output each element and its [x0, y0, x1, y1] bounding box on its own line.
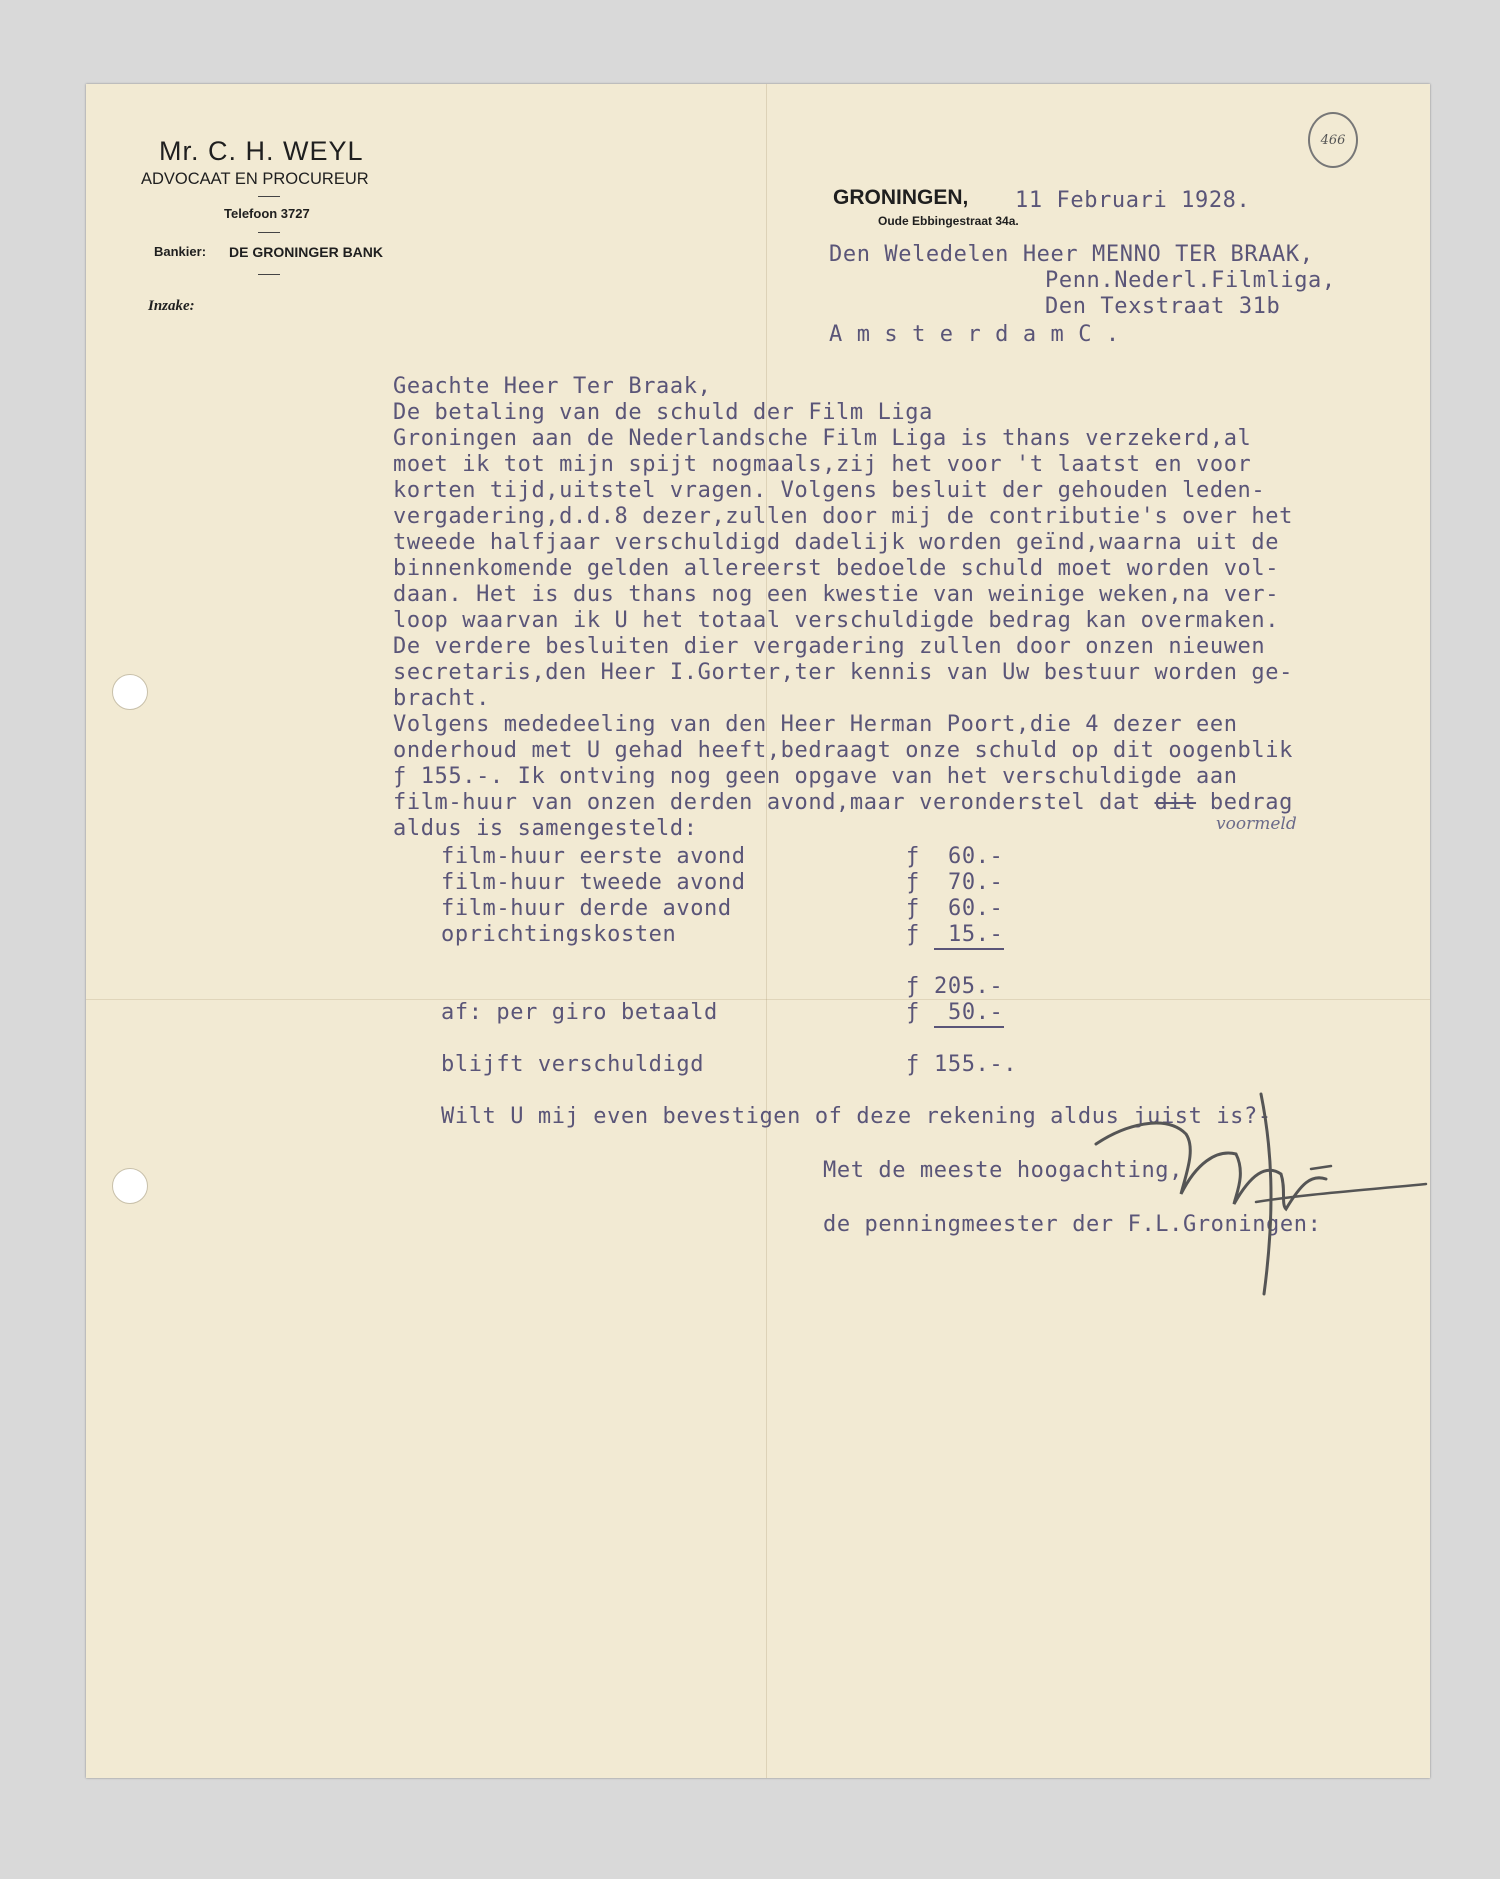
- letterhead-bank-label: Bankier:: [154, 244, 207, 259]
- ledger-currency: ƒ: [906, 896, 920, 921]
- ledger-subtotal: 205.-: [934, 974, 1004, 999]
- ledger-remaining: 155.-.: [934, 1052, 1018, 1077]
- address-line-3: Den Texstraat 31b: [1045, 294, 1281, 319]
- body-line-text: film-huur van onzen derden avond,maar veronderstel dat: [393, 790, 1141, 815]
- after-struck-text: bedrag: [1196, 790, 1293, 815]
- body-line: secretaris,den Heer I.Gorter,ter kennis van Uw bestuur worden ge-: [393, 660, 1293, 685]
- struck-word: dit: [1154, 790, 1197, 815]
- letterhead-street: Oude Ebbingestraat 34a.: [878, 214, 1019, 228]
- ledger-currency: ƒ: [906, 844, 920, 869]
- body-line: vergadering,d.d.8 dezer,zullen door mij de contributie's over het: [393, 504, 1293, 529]
- ledger-amount: 15.-: [948, 922, 1004, 947]
- letterhead-name: Mr. C. H. WEYL: [159, 136, 364, 166]
- divider: [258, 274, 280, 275]
- handwritten-signature: [1086, 1084, 1426, 1304]
- divider: [258, 196, 280, 197]
- letter-paper: [86, 84, 1430, 1778]
- body-line: korten tijd,uitstel vragen. Volgens besluit der gehouden leden-: [393, 478, 1266, 503]
- ledger-currency: ƒ: [906, 1052, 920, 1077]
- ledger-currency: ƒ: [906, 922, 920, 947]
- handwritten-insert: voormeld: [1216, 814, 1297, 834]
- closing-greeting: Met de meeste hoogachting,: [823, 1158, 1183, 1183]
- letterhead-inzake: Inzake:: [148, 298, 195, 314]
- body-line: daan. Het is dus thans nog een kwestie van weinige weken,na ver-: [393, 582, 1280, 607]
- body-line: onderhoud met U gehad heeft,bedraagt onze schuld op dit oogenblik: [393, 738, 1293, 763]
- divider: [258, 232, 280, 233]
- body-line: aldus is samengesteld:: [393, 816, 698, 841]
- archive-stamp: [1308, 112, 1358, 168]
- ledger-label: film-huur derde avond: [441, 896, 732, 921]
- body-line: tweede halfjaar verschuldigd dadelijk worden geïnd,waarna uit de: [393, 530, 1280, 555]
- ledger-remaining-label: blijft verschuldigd: [441, 1052, 705, 1077]
- body-line: De betaling van de schuld der Film Liga: [393, 400, 933, 425]
- body-line: De verdere besluiten dier vergadering zullen door onzen nieuwen: [393, 634, 1266, 659]
- ledger-currency: ƒ: [906, 870, 920, 895]
- letterhead-bank-name: DE GRONINGER BANK: [229, 244, 384, 260]
- ledger-label: film-huur tweede avond: [441, 870, 746, 895]
- closing-question: Wilt U mij even bevestigen of deze rekening aldus juist is?-: [441, 1104, 1272, 1129]
- letter-date: 11 Februari 1928.: [1015, 188, 1251, 213]
- archive-number: 466: [1320, 132, 1346, 148]
- body-line: Volgens mededeeling van den Heer Herman Poort,die 4 dezer een: [393, 712, 1238, 737]
- ledger-amount: 60.-: [948, 844, 1004, 869]
- body-line: binnenkomende gelden allereerst bedoelde schuld moet worden vol-: [393, 556, 1280, 581]
- ledger-label: film-huur eerste avond: [441, 844, 746, 869]
- body-line: loop waarvan ik U het totaal verschuldigde bedrag kan overmaken.: [393, 608, 1280, 633]
- punch-hole-top: [112, 674, 148, 710]
- ledger-amount: 70.-: [948, 870, 1004, 895]
- fold-line-horizontal: [86, 999, 1430, 1000]
- ledger-currency: ƒ: [906, 974, 920, 999]
- signatory-line: de penningmeester der F.L.Groningen:: [823, 1212, 1322, 1237]
- body-line: Groningen aan de Nederlandsche Film Liga is thans verzekerd,al: [393, 426, 1252, 451]
- subtotal-rule: [934, 948, 1004, 950]
- ledger-label: oprichtingskosten: [441, 922, 677, 947]
- address-line-2: Penn.Nederl.Filmliga,: [1045, 268, 1336, 293]
- punch-hole-bottom: [112, 1168, 148, 1204]
- ledger-deduction: 50.-: [948, 1000, 1004, 1025]
- fold-line-vertical: [766, 84, 767, 1778]
- body-line: [393, 790, 1293, 815]
- letterhead-title: ADVOCAAT EN PROCUREUR: [141, 170, 369, 188]
- salutation: Geachte Heer Ter Braak,: [393, 374, 712, 399]
- body-line: bracht.: [393, 686, 490, 711]
- letterhead-telephone: Telefoon 3727: [224, 206, 310, 221]
- ledger-currency: ƒ: [906, 1000, 920, 1025]
- body-line: ƒ 155.-. Ik ontving nog geen opgave van het verschuldigde aan: [393, 764, 1238, 789]
- body-line: moet ik tot mijn spijt nogmaals,zij het voor 't laatst en voor: [393, 452, 1252, 477]
- ledger-deduction-label: af: per giro betaald: [441, 1000, 718, 1025]
- ledger-amount: 60.-: [948, 896, 1004, 921]
- address-line-4: A m s t e r d a m C .: [829, 322, 1120, 347]
- total-rule: [934, 1026, 1004, 1028]
- letterhead-city: GRONINGEN,: [833, 186, 969, 209]
- address-line-1: Den Weledelen Heer MENNO TER BRAAK,: [829, 242, 1314, 267]
